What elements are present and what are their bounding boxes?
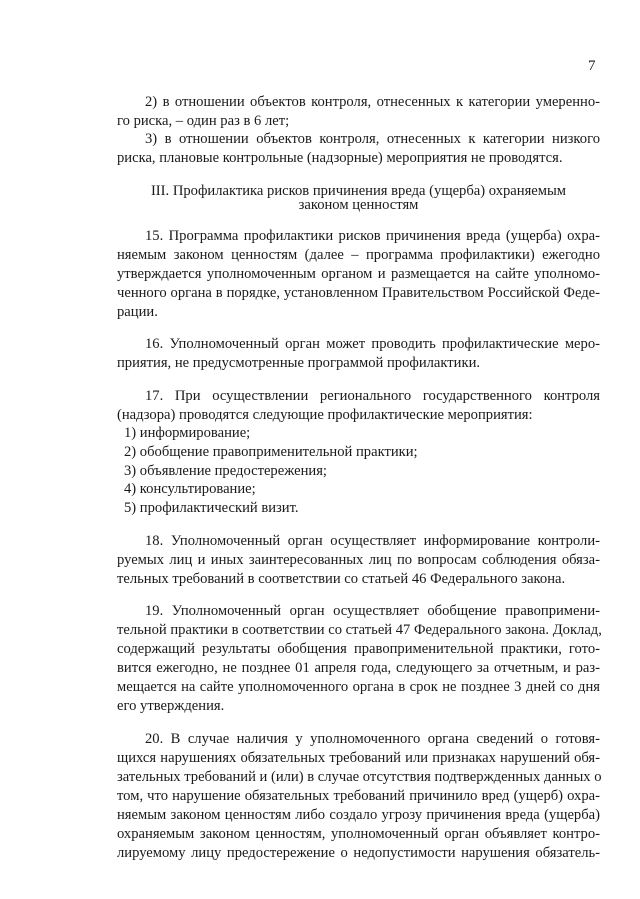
page-number: 7 (588, 58, 596, 74)
para-19-line-6: его утверждения. (117, 698, 225, 714)
para-15-line-1: 15. Программа профилактики рисков причинения вреда (ущерба) охра- (145, 228, 600, 244)
item-3-line-1: 3) в отношении объектов контроля, отнесенных к категории низкого (145, 131, 600, 147)
para-17-list-item-3: 3) объявление предостережения; (124, 463, 327, 479)
para-16-line-1: 16. Уполномоченный орган может проводить профилактические меро- (145, 336, 600, 352)
para-18-line-3: тельных требований в соответствии со статьей 46 Федерального закона. (117, 571, 566, 587)
item-2-line-2: го риска, – один раз в 6 лет; (117, 113, 290, 129)
para-17-list-item-1: 1) информирование; (124, 425, 251, 441)
item-3-line-2: риска, плановые контрольные (надзорные) мероприятия не проводятся. (117, 150, 563, 166)
para-17-line-1: 17. При осуществлении регионального государственного контроля (145, 388, 600, 404)
para-17-line-2: (надзора) проводятся следующие профилактические мероприятия: (117, 407, 533, 423)
para-17-list-item-4: 4) консультирование; (124, 481, 256, 497)
para-15-line-5: рации. (117, 304, 158, 320)
para-20-line-1: 20. В случае наличия у уполномоченного органа сведений о готовя- (145, 731, 600, 747)
para-18-line-1: 18. Уполномоченный орган осуществляет информирование контроли- (145, 533, 600, 549)
para-19-line-4: вится ежегодно, не позднее 01 апреля года, следующего за отчетным, и раз- (117, 660, 600, 676)
para-15-line-4: ченного органа в порядке, установленном Правительством Российской Феде- (117, 285, 600, 301)
para-19-line-3: содержащий результаты обобщения правоприменительной практики, гото- (117, 641, 600, 657)
para-20-line-3: зательных требований и (или) в случае отсутствия подтвержденных данных о (117, 769, 602, 785)
para-16-line-2: приятия, не предусмотренные программой профилактики. (117, 355, 481, 371)
para-17-list-item-5: 5) профилактический визит. (124, 500, 299, 516)
section-heading-line-1: III. Профилактика рисков причинения вреда (ущерба) охраняемым (150, 183, 567, 199)
para-20-line-5: няемым законом ценностям либо создало угрозу причинения вреда (ущерба) (117, 807, 600, 823)
para-15-line-3: утверждается уполномоченным органом и размещается на сайте уполномо- (117, 266, 600, 282)
para-20-line-4: том, что нарушение обязательных требований причинило вред (ущерб) охра- (117, 788, 600, 804)
para-15-line-2: няемым законом ценностям (далее – программа профилактики) ежегодно (117, 247, 600, 263)
para-19-line-1: 19. Уполномоченный орган осуществляет обобщение правопримени- (145, 603, 600, 619)
para-20-line-2: щихся нарушениях обязательных требований или признаках нарушений обя- (117, 750, 600, 766)
para-19-line-2: тельной практики в соответствии со статьей 47 Федерального закона. Доклад, (117, 622, 602, 638)
para-17-list-item-2: 2) обобщение правоприменительной практики; (124, 444, 418, 460)
item-2-line-1: 2) в отношении объектов контроля, отнесенных к категории умеренно- (145, 94, 600, 110)
section-heading-line-2: законом ценностям (298, 197, 419, 213)
para-19-line-5: мещается на сайте уполномоченного органа в срок не позднее 3 дней со дня (117, 679, 600, 695)
para-20-line-6: охраняемым законом ценностям, уполномоченный орган объявляет контро- (117, 826, 600, 842)
para-18-line-2: руемых лиц и иных заинтересованных лиц по вопросам соблюдения обяза- (117, 552, 600, 568)
para-20-line-7: лируемому лицу предостережение о недопустимости нарушения обязатель- (117, 845, 600, 861)
